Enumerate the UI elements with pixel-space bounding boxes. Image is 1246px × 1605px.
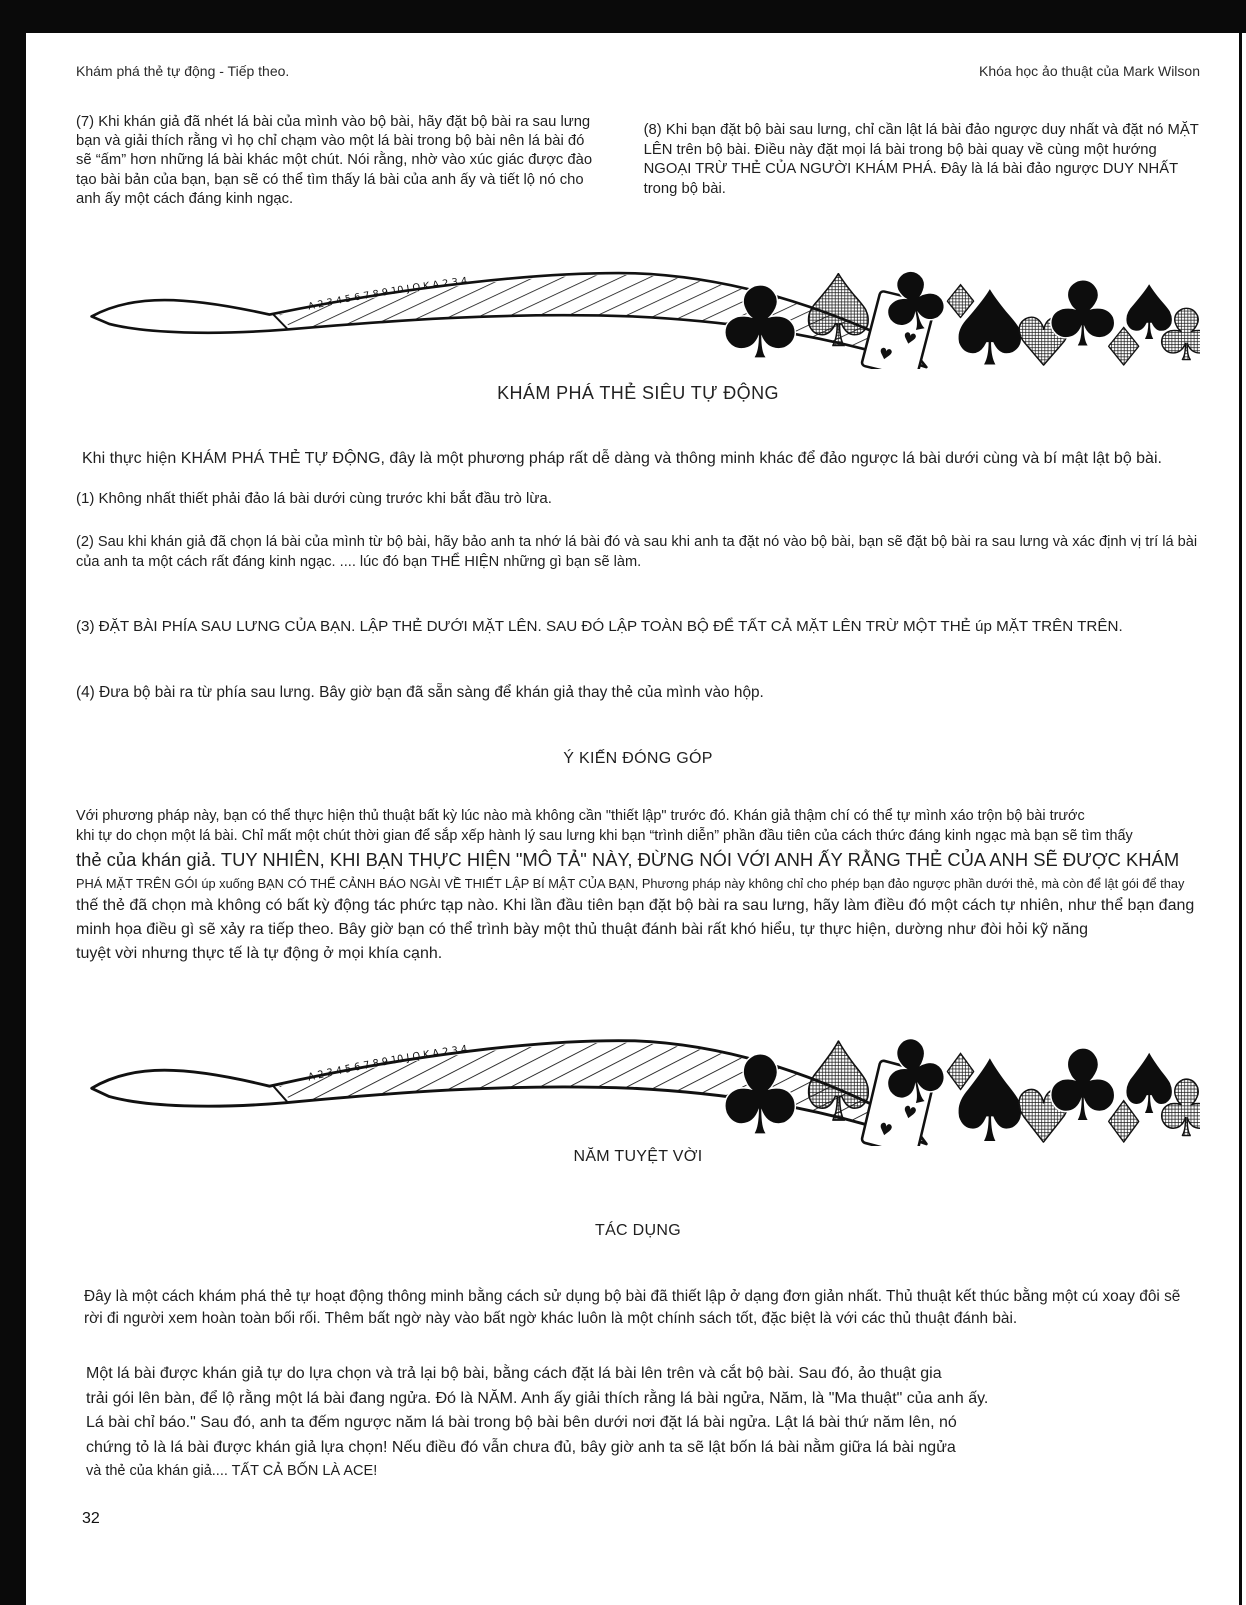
effect-description [76,1362,1200,1483]
comments-line: PHÁ MẶT TRÊN GÓI úp xuống BẠN CÓ THỂ CẢNH BÁO NGÀI VỀ THIẾT LẬP BÍ MẬT CỦA BẠN, Phương pháp này không chỉ cho phép bạn đảo ngược phần dưới thẻ, mà còn để lật gói để thay [76,875,1185,891]
comments-line: tuyệt vời nhưng thực tế là tự động ở mọi khía cạnh. [76,944,443,962]
comments-line: Với phương pháp này, bạn có thể thực hiện thủ thuật bất kỳ lúc nào mà không cần "thiết lập" trước đó. Khán giả thậm chí có thể tự mình xáo trộn bộ bài trước [76,807,1085,824]
page-border-top [0,0,1246,33]
step-paragraph: (2) Sau khi khán giả đã chọn lá bài của mình từ bộ bài, hãy bảo anh ta nhớ lá bài đó và sau khi anh ta đặt nó vào bộ bài, bạn sẽ đặt bộ bài ra sau lưng và xác định vị trí lá bài của anh ta một cách rất đáng kinh ngạc. .... lúc đó bạn THỂ HIỆN những gì bạn sẽ làm. [76,534,1198,570]
section-intro: Khi thực hiện KHÁM PHÁ THẺ TỰ ĐỘNG, đây là một phương pháp rất dễ dàng và thông minh khác để đảo ngược lá bài dưới cùng và bí mật lật bộ bài. [82,450,1162,468]
step-paragraph: (1) Không nhất thiết phải đảo lá bài dưới cùng trước khi bắt đầu trò lừa. [76,489,552,507]
comments-line: minh họa điều gì sẽ xảy ra tiếp theo. Bây giờ bạn có thể trình bày một thủ thuật đánh bài rất khó hiểu, tự thực hiện, dường như đòi hỏi kỹ năng [76,920,1089,938]
comments-paragraph [76,806,1200,966]
card-spread-illustration-1 [76,247,1200,369]
page-content [76,33,1200,1483]
effect-line: Một lá bài được khán giả tự do lựa chọn và trả lại bộ bài, bằng cách đặt lá bài lên trên và cắt bộ bài. Sau đó, ảo thuật gia [86,1365,942,1383]
effect-line: chứng tỏ là lá bài được khán giả lựa chọn! Nếu điều đó vẫn chưa đủ, bây giờ anh ta sẽ lật bốn lá bài nằm giữa lá bài ngửa [86,1438,956,1456]
effect-summary: Đây là một cách khám phá thẻ tự hoạt động thông minh bằng cách sử dụng bộ bài đã thiết lập ở dạng đơn giản nhất. Thủ thuật kết thúc bằng một cú xoay đôi sẽ rời đi người xem hoàn toàn bối rối. Thêm bất ngờ này vào bất ngờ khác luôn là một chính sách tốt, đặc biệt là với các thủ thuật đánh bài. [84,1287,1181,1328]
page-border-left [0,0,26,1605]
card-spread-illustration-2 [76,1012,1200,1146]
running-header-right: Khóa học ảo thuật của Mark Wilson [978,63,1200,79]
steps-list [76,489,1200,704]
page-border-right [1239,0,1242,1605]
intro-columns [76,113,1200,209]
section-title: KHÁM PHÁ THẺ SIÊU TỰ ĐỘNG [497,383,779,404]
running-header-left: Khám phá thẻ tự động - Tiếp theo. [76,63,290,79]
effect-line: trải gói lên bàn, để lộ rằng một lá bài đang ngửa. Đó là NĂM. Anh ấy giải thích rằng lá bài ngửa, Năm, là "Ma thuật" của anh ấy. [86,1389,989,1407]
comments-line: thẻ của khán giả. TUY NHIÊN, KHI BẠN THỰC HIỆN "MÔ TẢ" NÀY, ĐỪNG NÓI VỚI ANH ẤY RẰNG THẺ CỦA ANH SẼ ĐƯỢC KHÁM [76,848,1180,870]
step-paragraph: (4) Đưa bộ bài ra từ phía sau lưng. Bây giờ bạn đã sẵn sàng để khán giả thay thẻ của mình vào hộp. [76,684,764,702]
comments-line: thế thẻ đã chọn mà không có bất kỳ động tác phức tạp nào. Khi lần đầu tiên bạn đặt bộ bài ra sau lưng, hãy làm điều đó một cách tự nhiên, như thể bạn đang [76,896,1195,914]
comments-title: Ý KIẾN ĐÓNG GÓP [563,749,713,767]
page-number: 32 [82,1510,100,1527]
paragraph-step-8: (8) Khi bạn đặt bộ bài sau lưng, chỉ cần lật lá bài đảo ngược duy nhất và đặt nó MẶT LÊN trên bộ bài. Điều này đặt mọi lá bài trong bộ bài quay về cùng một hướng NGOẠI TRỪ THẺ CỦA NGƯỜI KHÁM PHÁ. Đây là lá bài đảo ngược DUY NHẤT trong bộ bài. [643,122,1199,197]
effect-line: và thẻ của khán giả.... TẤT CẢ BỐN LÀ ACE! [86,1463,378,1480]
running-header [76,63,1200,79]
comments-line: khi tự do chọn một lá bài. Chỉ mất một chút thời gian để sắp xếp hành lý sau lưng khi bạn “trình diễn” phần đầu tiên của cách thức đáng kinh ngạc mà bạn sẽ tìm thấy [76,827,1133,844]
trick-title: NĂM TUYỆT VỜI [573,1147,703,1165]
step-paragraph: (3) ĐẶT BÀI PHÍA SAU LƯNG CỦA BẠN. LẬP THẺ DƯỚI MẶT LÊN. SAU ĐÓ LẬP TOÀN BỘ ĐỂ TẤT CẢ MẶT LÊN TRỪ MỘT THẺ úp MẶT TRÊN TRÊN. [76,617,1123,635]
effect-line: Lá bài chỉ báo." Sau đó, anh ta đếm ngược năm lá bài trong bộ bài bên dưới nơi đặt lá bài ngửa. Lật lá bài thứ năm lên, nó [86,1414,957,1432]
paragraph-step-7: (7) Khi khán giả đã nhét lá bài của mình vào bộ bài, hãy đặt bộ bài ra sau lưng bạn và giải thích rằng vì họ chỉ chạm vào một lá bài trong bộ bài nên lá bài đó sẽ “ấm” hơn những lá bài khác một chút. Nói rằng, nhờ vào xúc giác được đào tạo bài bản của bạn, bạn sẽ có thể tìm thấy lá bài của anh ấy và tiết lộ nó cho anh ấy một cách đáng kinh ngạc. [76,114,593,207]
effect-title: TÁC DỤNG [595,1221,681,1239]
